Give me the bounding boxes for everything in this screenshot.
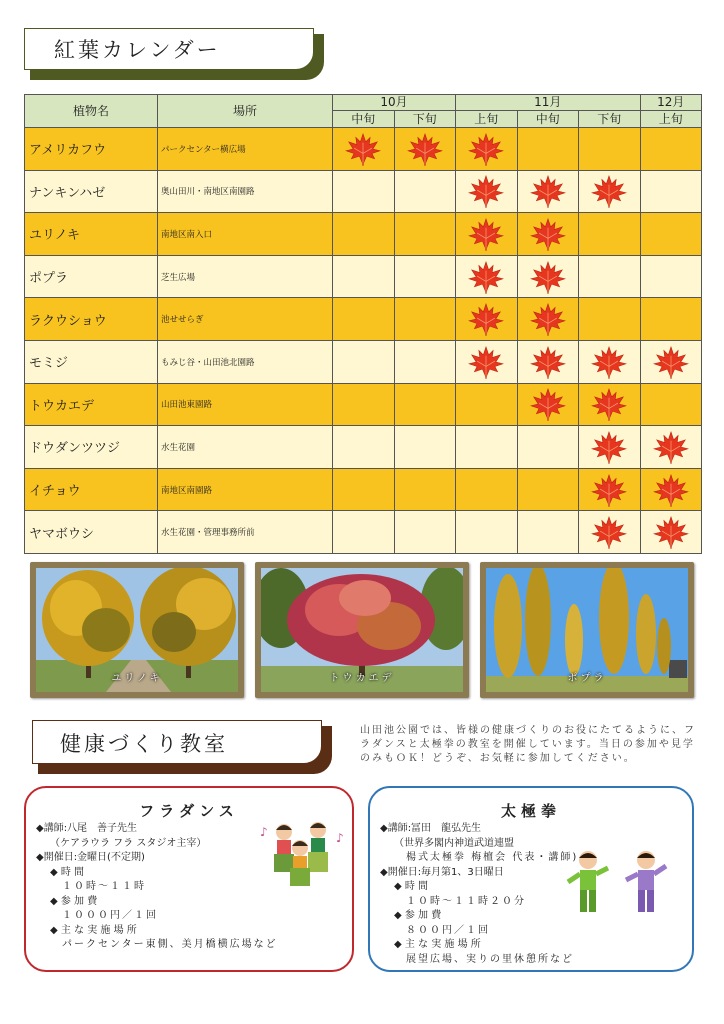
period-cell [579, 340, 641, 383]
period-cell [640, 383, 702, 426]
place-name: 南地区南入口 [158, 213, 333, 256]
month-header: 11月 [456, 95, 641, 111]
period-cell [394, 298, 456, 341]
period-cell [579, 511, 641, 554]
maple-leaf-icon [530, 174, 566, 208]
period-cell [394, 213, 456, 256]
maple-leaf-icon [591, 345, 627, 379]
maple-leaf-icon [653, 430, 689, 464]
maple-leaf-icon [530, 345, 566, 379]
period-cell [456, 170, 518, 213]
photo-caption-popura: ポプラ [567, 673, 607, 684]
period-cell [394, 511, 456, 554]
taichi-detail-line: ◆ 時 間 [394, 881, 429, 892]
health-class-title: 健康づくり教室 [60, 732, 228, 756]
photo-caption-tokaede: トウカエデ [329, 673, 395, 684]
plant-name: ラクウショウ [25, 298, 158, 341]
period-cell [640, 170, 702, 213]
period-cell [517, 468, 579, 511]
column-header-place: 場所 [158, 95, 333, 128]
period-cell [394, 426, 456, 469]
maple-leaf-icon [407, 132, 443, 166]
svg-text:♪: ♪ [260, 825, 268, 839]
taichi-detail-line: ◆ 参 加 費 [394, 910, 442, 921]
autumn-leaves-calendar [24, 94, 702, 554]
period-cell [456, 298, 518, 341]
period-cell [579, 298, 641, 341]
maple-leaf-icon [591, 387, 627, 421]
period-cell [579, 468, 641, 511]
period-cell [394, 383, 456, 426]
place-name: 奥山田川・南地区南園路 [158, 170, 333, 213]
taichi-detail-line: （世界多閣内神道武道連盟 [394, 837, 514, 849]
hula-detail-line: １０００円／１回 [62, 910, 158, 921]
column-header-plant: 植物名 [25, 95, 158, 128]
period-cell [579, 170, 641, 213]
plant-name: モミジ [25, 340, 158, 383]
period-header: 中旬 [333, 111, 395, 128]
period-cell [333, 426, 395, 469]
maple-leaf-icon [591, 174, 627, 208]
hula-detail-line: （ケアラウラ フラ スタジオ主宰） [50, 837, 207, 849]
period-cell [640, 128, 702, 171]
period-cell [517, 170, 579, 213]
period-cell [640, 213, 702, 256]
taichi-class [368, 786, 694, 972]
hula-detail-line: １０時～１１時 [62, 881, 146, 892]
period-cell [456, 511, 518, 554]
period-cell [456, 213, 518, 256]
maple-leaf-icon [530, 387, 566, 421]
period-cell [579, 426, 641, 469]
maple-leaf-icon [468, 217, 504, 251]
period-cell [456, 340, 518, 383]
hula-detail-line: ◆ 時 間 [50, 866, 85, 878]
period-cell [517, 426, 579, 469]
period-cell [394, 340, 456, 383]
period-cell [333, 340, 395, 383]
period-cell [517, 213, 579, 256]
place-name: 山田池東園路 [158, 383, 333, 426]
period-cell [517, 511, 579, 554]
period-cell [333, 383, 395, 426]
taichi-detail-line: １０時～１１時２０分 [406, 895, 526, 907]
plant-name: ユリノキ [25, 213, 158, 256]
calendar-row [25, 468, 702, 511]
period-cell [640, 255, 702, 298]
photo-yurinoki [30, 562, 244, 698]
calendar-row [25, 298, 702, 341]
health-class-intro: 山田池公園では、皆様の健康づくりのお役にたてるように、フラダンスと太極拳の教室を開催しています。当日の参加や見学のみもＯＫ！どうぞ、お気軽に参加してください。 [360, 725, 696, 764]
period-cell [579, 128, 641, 171]
maple-leaf-icon [653, 345, 689, 379]
hula-detail-line: ◆開催日:金曜日(不定期) [36, 852, 145, 863]
plant-name: イチョウ [25, 468, 158, 511]
maple-leaf-icon [653, 515, 689, 549]
period-cell [517, 298, 579, 341]
taichi-detail-line: 展望広場、実りの里休憩所など [406, 953, 574, 965]
photo-popura [480, 562, 694, 698]
maple-leaf-icon [468, 132, 504, 166]
hula-detail-line: ◆講師:八尾 善子先生 [36, 823, 138, 834]
maple-leaf-icon [468, 174, 504, 208]
plant-name: ポプラ [25, 255, 158, 298]
period-cell [456, 468, 518, 511]
period-cell [640, 298, 702, 341]
health-class-heading [32, 720, 332, 774]
period-cell [333, 170, 395, 213]
calendar-row [25, 426, 702, 469]
plant-name: ナンキンハゼ [25, 170, 158, 213]
maple-leaf-icon [591, 473, 627, 507]
maple-leaf-icon [468, 345, 504, 379]
plant-name: ドウダンツツジ [25, 426, 158, 469]
calendar-row [25, 383, 702, 426]
calendar-row [25, 213, 702, 256]
hula-detail-line: パークセンター東側、美月橋横広場など [62, 939, 278, 950]
maple-leaf-icon [530, 217, 566, 251]
period-cell [394, 468, 456, 511]
period-header: 下旬 [394, 111, 456, 128]
period-cell [517, 128, 579, 171]
plant-name: ヤマボウシ [25, 511, 158, 554]
period-cell [333, 213, 395, 256]
place-name: 池せせらぎ [158, 298, 333, 341]
photo-caption-yurinoki: ユリノキ [111, 673, 163, 684]
period-cell [579, 255, 641, 298]
period-header: 下旬 [579, 111, 641, 128]
taichi-details [380, 822, 578, 967]
place-name: 水生花園 [158, 426, 333, 469]
maple-leaf-icon [591, 515, 627, 549]
taichi-detail-line: ◆ 主 な 実 施 場 所 [394, 939, 481, 950]
period-cell [333, 128, 395, 171]
period-cell [394, 128, 456, 171]
maple-leaf-icon [345, 132, 381, 166]
period-cell [640, 468, 702, 511]
period-cell [456, 426, 518, 469]
autumn-calendar-title: 紅葉カレンダー [54, 38, 221, 62]
period-cell [456, 255, 518, 298]
period-cell [456, 383, 518, 426]
period-cell [517, 340, 579, 383]
hula-detail-line: ◆ 参 加 費 [50, 895, 98, 907]
period-header: 上旬 [640, 111, 702, 128]
place-name: パークセンター横広場 [158, 128, 333, 171]
calendar-row [25, 170, 702, 213]
period-cell [579, 383, 641, 426]
plant-name: トウカエデ [25, 383, 158, 426]
period-cell [333, 255, 395, 298]
calendar-row [25, 255, 702, 298]
place-name: もみじ谷・山田池北園路 [158, 340, 333, 383]
period-cell [333, 511, 395, 554]
maple-leaf-icon [530, 260, 566, 294]
taichi-detail-line: ◆講師:冨田 龍弘先生 [380, 823, 482, 834]
period-cell [394, 170, 456, 213]
hula-dance-class [24, 786, 354, 972]
svg-text:♪: ♪ [336, 831, 344, 845]
hula-dance-title: フラダンス [139, 802, 239, 820]
month-header: 10月 [333, 95, 456, 111]
maple-leaf-icon [591, 430, 627, 464]
period-cell [394, 255, 456, 298]
period-header: 中旬 [517, 111, 579, 128]
calendar-row [25, 340, 702, 383]
period-cell [640, 426, 702, 469]
month-header: 12月 [640, 95, 702, 111]
taichi-detail-line: ◆開催日:毎月第1、3日曜日 [380, 866, 504, 878]
taichi-detail-line: 楊式太極拳 梅檀会 代表・講師) [406, 852, 579, 863]
plant-name: アメリカフウ [25, 128, 158, 171]
hula-detail-line: ◆ 主 な 実 施 場 所 [50, 924, 137, 936]
maple-leaf-icon [653, 473, 689, 507]
place-name: 南地区南園路 [158, 468, 333, 511]
period-cell [640, 340, 702, 383]
period-cell [517, 255, 579, 298]
maple-leaf-icon [468, 302, 504, 336]
taichi-title: 太極拳 [500, 802, 561, 820]
period-cell [333, 468, 395, 511]
period-cell [579, 213, 641, 256]
hula-dance-details [36, 822, 278, 953]
period-cell [333, 298, 395, 341]
period-cell [456, 128, 518, 171]
autumn-calendar-heading [24, 28, 324, 80]
calendar-row [25, 128, 702, 171]
hula-dancers-illustration [258, 818, 350, 888]
period-cell [640, 511, 702, 554]
taichi-detail-line: ８００円／１回 [406, 924, 490, 936]
place-name: 水生花園・管理事務所前 [158, 511, 333, 554]
place-name: 芝生広場 [158, 255, 333, 298]
maple-leaf-icon [530, 302, 566, 336]
period-cell [517, 383, 579, 426]
period-header: 上旬 [456, 111, 518, 128]
photo-tokaede [255, 562, 469, 698]
calendar-row [25, 511, 702, 554]
taichi-figures-illustration [566, 850, 670, 918]
maple-leaf-icon [468, 260, 504, 294]
